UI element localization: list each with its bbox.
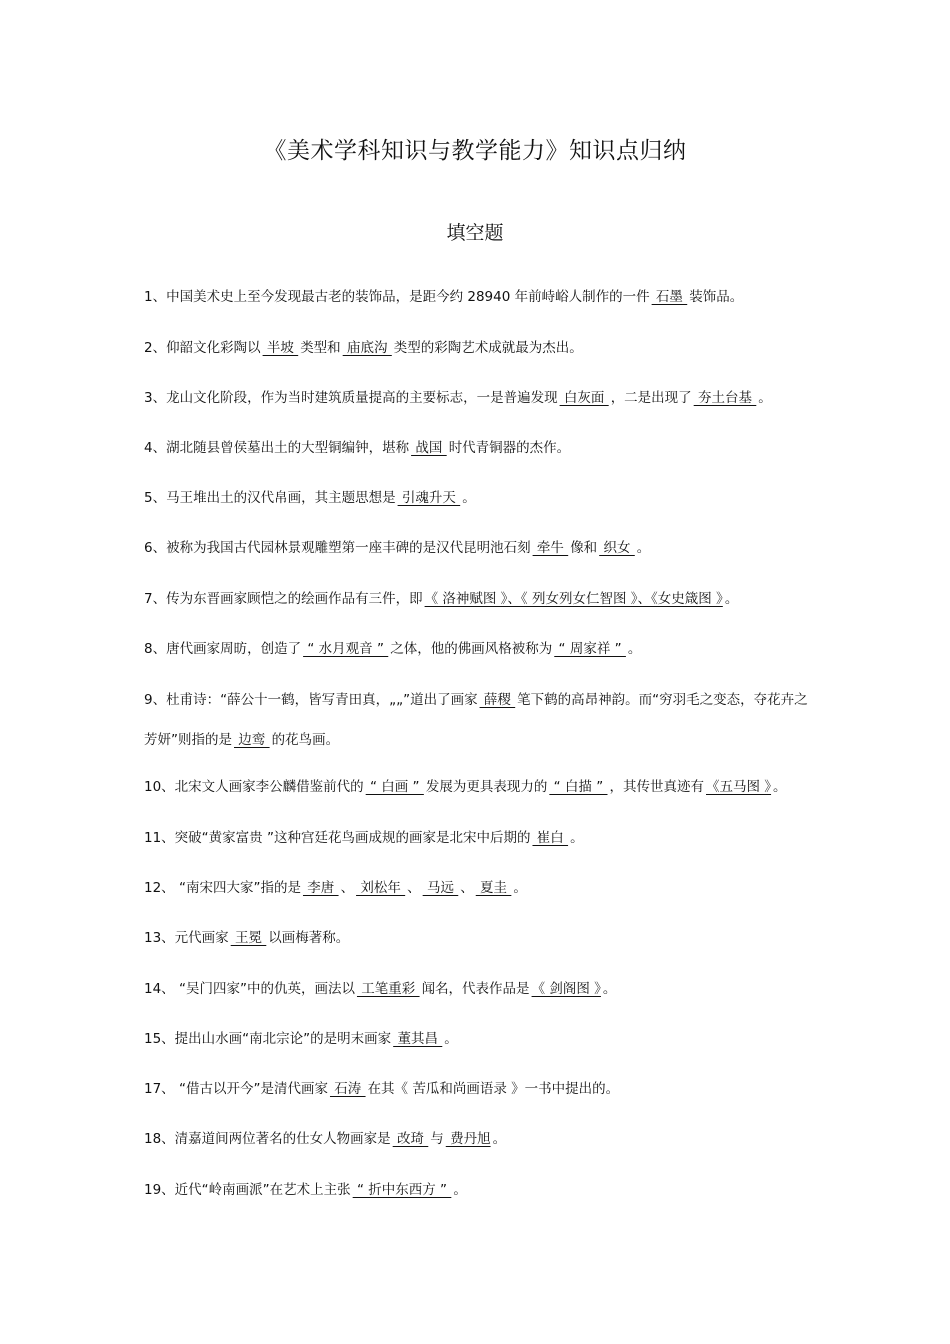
answer-blank: 马远 bbox=[422, 880, 459, 896]
answer-blank: “ 白画 ” bbox=[365, 779, 424, 795]
question-text: 。 bbox=[602, 981, 617, 997]
question-text: 像和 bbox=[570, 540, 598, 556]
question-item bbox=[144, 538, 814, 558]
question-text: 15、提出山水画“南北宗论”的是明末画家 bbox=[144, 1031, 392, 1047]
question-item bbox=[144, 438, 814, 458]
question-text: 4、湖北随县曾侯墓出土的大型铜编钟，堪称 bbox=[144, 440, 410, 456]
question-item bbox=[144, 1180, 814, 1200]
answer-blank: “ 周家祥 ” bbox=[554, 641, 626, 657]
question-text: 发展为更具表现力的 bbox=[425, 779, 548, 795]
question-text: 1、中国美术史上至今发现最古老的装饰品，是距今约 28940 年前峙峪人制作的一件 bbox=[144, 289, 650, 305]
question-text: 、 bbox=[460, 880, 474, 896]
question-text: 、 bbox=[407, 880, 421, 896]
question-text: 。 bbox=[627, 641, 642, 657]
answer-blank: 夏圭 bbox=[475, 880, 512, 896]
question-item bbox=[144, 777, 814, 797]
answer-blank: 刘松年 bbox=[356, 880, 406, 896]
question-text: ，二是出现了 bbox=[610, 390, 692, 406]
question-text: 。 bbox=[462, 490, 476, 506]
question-text: 。 bbox=[513, 880, 527, 896]
answer-blank: 牵牛 bbox=[532, 540, 569, 556]
question-text: 的花鸟画。 bbox=[271, 732, 340, 748]
answer-blank: 夯土台基 bbox=[693, 390, 757, 406]
question-text: 2、仰韶文化彩陶以 bbox=[144, 340, 261, 356]
question-text: 。 bbox=[453, 1182, 467, 1198]
section-heading: 填空题 bbox=[446, 222, 504, 244]
answer-blank: 改琦 bbox=[392, 1131, 429, 1147]
answer-blank: 《 剑阁图 》 bbox=[531, 981, 601, 997]
question-item bbox=[144, 388, 814, 408]
answer-blank: 《五马图 》 bbox=[706, 779, 772, 795]
answer-blank: 白灰面 bbox=[559, 390, 609, 406]
question-text: 9、杜甫诗：“薛公十一鹤，皆写青田真，„„”道出了画家 bbox=[144, 692, 478, 708]
answer-blank: 战国 bbox=[411, 440, 447, 456]
answer-blank: 石墨 bbox=[651, 289, 688, 305]
question-text: 。 bbox=[724, 591, 739, 607]
answer-blank: “ 水月观音 ” bbox=[303, 641, 389, 657]
question-text: 以画梅著称。 bbox=[268, 930, 350, 946]
answer-blank: 董其昌 bbox=[393, 1031, 443, 1047]
answer-blank: 边鸾 bbox=[234, 732, 270, 748]
answer-blank: 石涛 bbox=[329, 1081, 366, 1097]
question-text: 。 bbox=[492, 1131, 507, 1147]
question-text: 在其《 苦瓜和尚画语录 》一书中提出的。 bbox=[367, 1081, 620, 1097]
question-text: 。 bbox=[444, 1031, 458, 1047]
question-text: 、 bbox=[340, 880, 355, 896]
answer-blank: 薛稷 bbox=[479, 692, 516, 708]
question-text: 。 bbox=[570, 830, 584, 846]
answer-blank: 王冕 bbox=[230, 930, 267, 946]
question-text: 14、 “吴门四家”中的仇英，画法以 bbox=[144, 981, 355, 997]
question-text: 17、 “借古以开今”是清代画家 bbox=[144, 1081, 328, 1097]
question-text: 类型的彩陶艺术成就最为杰出。 bbox=[393, 340, 583, 356]
answer-blank: “ 折中东西方 ” bbox=[352, 1182, 452, 1198]
question-item bbox=[144, 639, 814, 659]
question-text: 笔下鹤的高昂神韵。而“穷羽毛之变态，夺花卉之芳妍”则指的是 bbox=[144, 692, 808, 748]
question-text: 。 bbox=[636, 540, 651, 556]
question-text: 18、清嘉道间两位著名的仕女人物画家是 bbox=[144, 1131, 391, 1147]
question-item bbox=[144, 338, 814, 358]
question-text: 时代青铜器的杰作。 bbox=[448, 440, 571, 456]
question-text: 类型和 bbox=[300, 340, 341, 356]
question-text: 13、元代画家 bbox=[144, 930, 229, 946]
question-text: 12、 “南宋四大家”指的是 bbox=[144, 880, 301, 896]
question-item bbox=[144, 589, 814, 609]
answer-blank: 半坡 bbox=[262, 340, 299, 356]
answer-blank: 费丹旭 bbox=[445, 1131, 491, 1147]
question-text: 3、龙山文化阶段，作为当时建筑质量提高的主要标志，一是普遍发现 bbox=[144, 390, 558, 406]
question-text: 7、传为东晋画家顾恺之的绘画作品有三件，即 bbox=[144, 591, 423, 607]
question-item bbox=[144, 1129, 814, 1149]
answer-blank: 崔白 bbox=[532, 830, 569, 846]
question-item bbox=[144, 1079, 814, 1099]
question-item bbox=[144, 1029, 814, 1049]
question-text: 19、近代“岭南画派”在艺术上主张 bbox=[144, 1182, 351, 1198]
question-text: ，其传世真迹有 bbox=[609, 779, 704, 795]
question-text: 。 bbox=[773, 779, 787, 795]
answer-blank: 《 洛神赋图 》、《 列女列女仁智图 》、《女史箴图 》 bbox=[424, 591, 723, 607]
document-title: 《美术学科知识与教学能力》知识点归纳 bbox=[263, 138, 687, 164]
question-item bbox=[144, 928, 814, 948]
question-text: 闻名，代表作品是 bbox=[421, 981, 530, 997]
question-text: 11、突破“黄家富贵 ”这种宫廷花鸟画成规的画家是北宋中后期的 bbox=[144, 830, 531, 846]
question-text: 10、北宋文人画家李公麟借鉴前代的 bbox=[144, 779, 364, 795]
question-item bbox=[144, 287, 814, 307]
answer-blank: 工笔重彩 bbox=[356, 981, 420, 997]
question-text: 8、唐代画家周昉，创造了 bbox=[144, 641, 302, 657]
question-text: 之体，他的佛画风格被称为 bbox=[390, 641, 553, 657]
question-item bbox=[144, 828, 814, 848]
question-text: 与 bbox=[430, 1131, 444, 1147]
answer-blank: 引魂升天 bbox=[397, 490, 461, 506]
question-item bbox=[144, 680, 814, 760]
answer-blank: 庙底沟 bbox=[342, 340, 392, 356]
question-text: 。 bbox=[758, 390, 772, 406]
answer-blank: 李唐 bbox=[302, 880, 339, 896]
question-text: 装饰品。 bbox=[689, 289, 744, 305]
question-item bbox=[144, 979, 814, 999]
question-text: 5、马王堆出土的汉代帛画，其主题思想是 bbox=[144, 490, 396, 506]
question-text: 6、被称为我国古代园林景观雕塑第一座丰碑的是汉代昆明池石刻 bbox=[144, 540, 531, 556]
question-item bbox=[144, 878, 814, 898]
answer-blank: 织女 bbox=[599, 540, 635, 556]
question-item bbox=[144, 488, 814, 508]
answer-blank: “ 白描 ” bbox=[549, 779, 608, 795]
